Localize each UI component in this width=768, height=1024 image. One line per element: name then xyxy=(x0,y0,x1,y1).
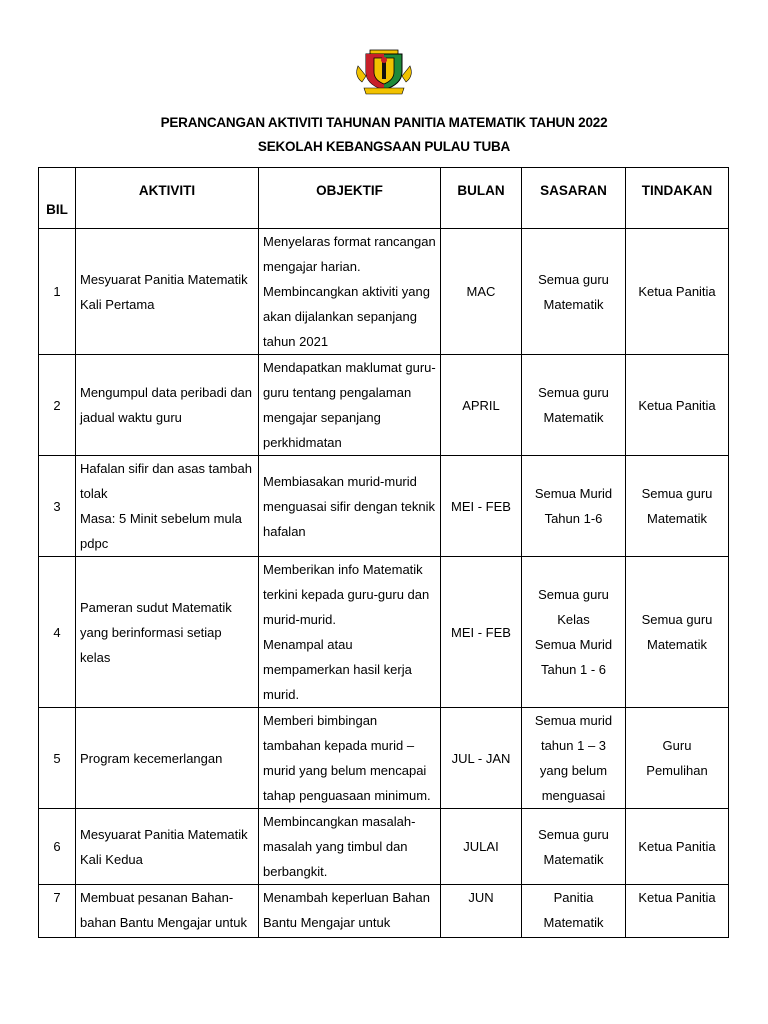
cell-aktiviti xyxy=(76,557,259,708)
cell-line: Tahun 1 - 6 xyxy=(540,662,607,677)
cell-line: guru tentang pengalaman xyxy=(263,385,412,400)
activity-plan-table xyxy=(38,167,729,938)
cell-bil: 7 xyxy=(39,885,76,938)
cell-line: bahan Bantu Mengajar untuk xyxy=(80,915,247,930)
cell-line: Program kecemerlangan xyxy=(80,750,223,766)
table-row xyxy=(39,456,729,557)
cell-line: Pameran sudut Matematik xyxy=(80,599,232,615)
cell-aktiviti xyxy=(76,885,259,938)
cell-line: Mesyuarat Panitia Matematik xyxy=(80,271,248,287)
cell-objektif xyxy=(259,557,441,708)
cell-line: pdpc xyxy=(80,536,109,551)
table-row xyxy=(39,229,729,355)
cell-line: murid yang belum mencapai xyxy=(263,763,427,778)
cell-line: murid-murid. xyxy=(263,612,336,627)
cell-line: menguasai xyxy=(541,788,606,803)
column-header: BIL xyxy=(39,168,76,229)
cell-line: Mengumpul data peribadi dan xyxy=(80,385,253,400)
cell-line: Semua guru xyxy=(641,612,713,627)
cell-objektif xyxy=(259,229,441,355)
cell-bil: 2 xyxy=(39,355,76,456)
cell-line: JUL - JAN xyxy=(451,750,511,766)
cell-bulan xyxy=(441,708,522,809)
cell-line: tahun 1 – 3 xyxy=(540,738,607,753)
cell-sasaran xyxy=(522,456,626,557)
cell-bulan xyxy=(441,229,522,355)
cell-line: tambahan kepada murid – xyxy=(263,738,415,753)
document-title: PERANCANGAN AKTIVITI TAHUNAN PANITIA MATEMATIK TAHUN 2022 xyxy=(160,115,608,130)
cell-line: Membiasakan murid-murid xyxy=(263,473,417,489)
cell-line: Menampal atau xyxy=(263,637,353,652)
cell-line: terkini kepada guru-guru dan xyxy=(263,587,430,602)
school-crest-logo xyxy=(352,46,416,96)
cell-line: Semua Murid xyxy=(534,637,613,652)
cell-aktiviti xyxy=(76,355,259,456)
cell-line: tolak xyxy=(80,486,108,501)
cell-bil: 6 xyxy=(39,809,76,885)
cell-objektif xyxy=(259,456,441,557)
cell-line: Matematik xyxy=(543,296,604,312)
cell-bulan xyxy=(441,809,522,885)
cell-objektif xyxy=(259,355,441,456)
cell-line: Hafalan sifir dan asas tambah xyxy=(80,461,252,476)
cell-aktiviti xyxy=(76,809,259,885)
cell-line: mempamerkan hasil kerja xyxy=(263,662,412,677)
cell-objektif xyxy=(259,885,441,938)
table-row xyxy=(39,885,729,938)
cell-line: Panitia xyxy=(553,890,594,905)
cell-line: Ketua Panitia xyxy=(638,839,716,854)
column-header: TINDAKAN xyxy=(626,168,729,229)
cell-line: Bantu Mengajar untuk xyxy=(263,915,391,930)
cell-line: Mesyuarat Panitia Matematik xyxy=(80,826,248,842)
column-header: BULAN xyxy=(441,168,522,229)
cell-line: Ketua Panitia xyxy=(638,397,716,413)
cell-line: Kelas xyxy=(557,612,590,627)
cell-line: Semua guru xyxy=(538,271,609,287)
cell-line: Membincangkan aktiviti yang xyxy=(263,284,430,299)
table-row xyxy=(39,708,729,809)
cell-line: JULAI xyxy=(463,839,499,854)
cell-line: yang belum xyxy=(539,763,608,778)
cell-line: Matematik xyxy=(647,637,707,652)
table-row xyxy=(39,809,729,885)
cell-tindakan xyxy=(626,456,729,557)
table-row xyxy=(39,355,729,456)
cell-line: Kali Pertama xyxy=(80,296,155,312)
cell-line: menguasai sifir dengan teknik xyxy=(263,498,435,514)
cell-line: Membincangkan masalah- xyxy=(263,814,416,829)
cell-sasaran xyxy=(522,229,626,355)
cell-bulan xyxy=(441,557,522,708)
cell-line: MEI - FEB xyxy=(451,498,511,514)
cell-bil: 3 xyxy=(39,456,76,557)
cell-objektif xyxy=(259,708,441,809)
cell-bil: 4 xyxy=(39,557,76,708)
cell-sasaran xyxy=(522,355,626,456)
cell-aktiviti xyxy=(76,229,259,355)
table-header-row xyxy=(39,168,729,229)
cell-line: masalah yang timbul dan xyxy=(263,839,408,854)
school-name-title: SEKOLAH KEBANGSAAN PULAU TUBA xyxy=(257,139,511,154)
cell-line: Kali Kedua xyxy=(80,851,143,867)
cell-line: mengajar harian. xyxy=(263,259,361,274)
cell-line: yang berinformasi setiap xyxy=(80,624,222,640)
cell-line: Mendapatkan maklumat guru- xyxy=(263,360,436,375)
cell-bil: 1 xyxy=(39,229,76,355)
cell-line: tahun 2021 xyxy=(263,334,329,349)
cell-line: Semua guru xyxy=(538,826,609,842)
cell-line: MAC xyxy=(466,284,496,299)
cell-tindakan xyxy=(626,557,729,708)
cell-line: Ketua Panitia xyxy=(638,284,716,299)
cell-line: tahap penguasaan minimum. xyxy=(263,788,431,803)
cell-aktiviti xyxy=(76,456,259,557)
cell-tindakan xyxy=(626,809,729,885)
cell-line: MEI - FEB xyxy=(451,624,511,640)
column-header: SASARAN xyxy=(522,168,626,229)
cell-sasaran xyxy=(522,708,626,809)
cell-line: jadual waktu guru xyxy=(80,410,182,425)
cell-line: Tahun 1-6 xyxy=(544,511,603,526)
cell-line: Matematik xyxy=(543,915,604,930)
cell-line: berbangkit. xyxy=(263,864,328,879)
cell-line: Menambah keperluan Bahan xyxy=(263,890,430,905)
cell-line: Memberi bimbingan xyxy=(263,713,378,728)
cell-line: Guru xyxy=(662,738,692,753)
cell-line: Pemulihan xyxy=(646,763,708,778)
cell-line: Semua murid xyxy=(534,713,613,728)
cell-tindakan xyxy=(626,708,729,809)
cell-tindakan xyxy=(626,355,729,456)
cell-tindakan xyxy=(626,885,729,938)
cell-line: Matematik xyxy=(543,851,604,867)
table-row xyxy=(39,557,729,708)
cell-line: murid. xyxy=(263,687,300,702)
cell-line: APRIL xyxy=(462,397,500,413)
cell-line: Semua guru xyxy=(538,587,609,602)
cell-line: akan dijalankan sepanjang xyxy=(263,309,417,324)
cell-bulan xyxy=(441,456,522,557)
cell-line: Memberikan info Matematik xyxy=(263,562,423,577)
cell-line: Menyelaras format rancangan xyxy=(263,234,436,249)
cell-line: mengajar sepanjang xyxy=(263,410,381,425)
cell-line: Semua Murid xyxy=(534,486,613,501)
cell-tindakan xyxy=(626,229,729,355)
cell-aktiviti xyxy=(76,708,259,809)
column-header: AKTIVITI xyxy=(76,168,259,229)
cell-line: perkhidmatan xyxy=(263,435,342,450)
cell-sasaran xyxy=(522,809,626,885)
column-header: OBJEKTIF xyxy=(259,168,441,229)
cell-line: JUN xyxy=(468,890,494,905)
cell-line: hafalan xyxy=(263,523,306,539)
cell-line: Membuat pesanan Bahan- xyxy=(80,890,234,905)
cell-line: Matematik xyxy=(543,410,604,425)
cell-line: Masa: 5 Minit sebelum mula xyxy=(80,511,242,526)
cell-line: Ketua Panitia xyxy=(638,890,716,905)
cell-line: kelas xyxy=(80,649,111,665)
cell-bulan xyxy=(441,355,522,456)
cell-line: Semua guru xyxy=(538,385,609,400)
cell-sasaran xyxy=(522,885,626,938)
cell-line: Matematik xyxy=(647,511,707,526)
cell-objektif xyxy=(259,809,441,885)
cell-bulan xyxy=(441,885,522,938)
cell-sasaran xyxy=(522,557,626,708)
cell-line: Semua guru xyxy=(641,486,713,501)
cell-bil: 5 xyxy=(39,708,76,809)
